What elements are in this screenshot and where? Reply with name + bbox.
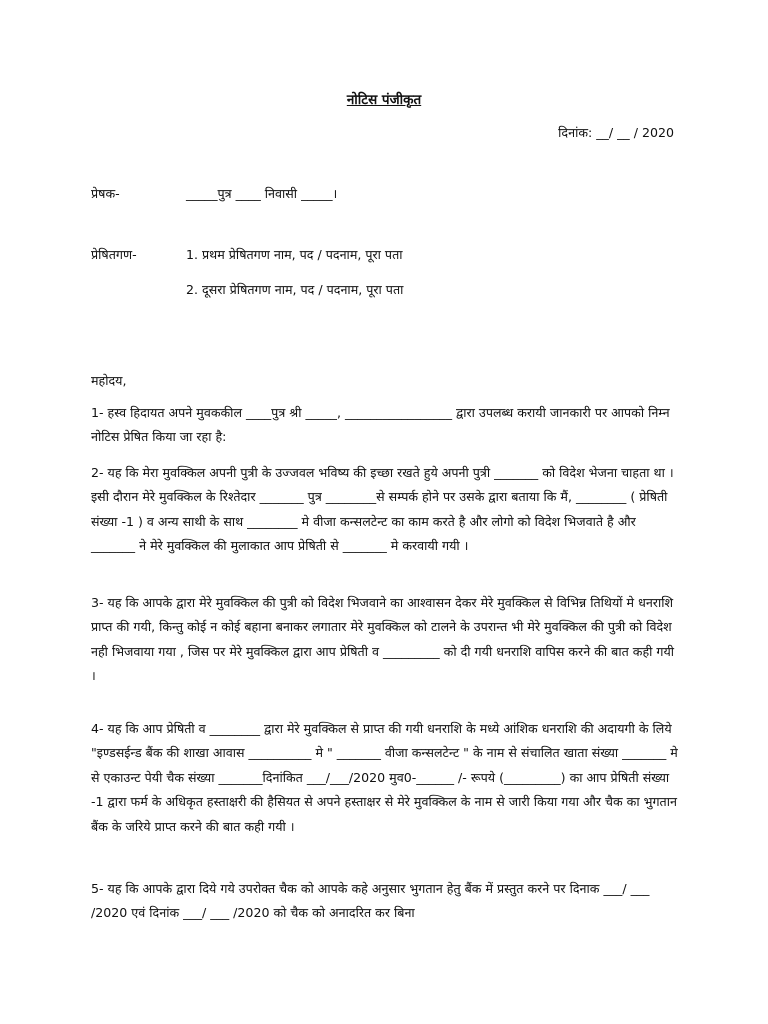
sender-label: प्रेषक- <box>91 186 120 201</box>
paragraph-4: 4- यह कि आप प्रेषिती व ________ द्वारा मेरे मुवक्किल से प्राप्त की गयी धनराशि के मध्ये आंशिक धनराशि की अदायगी के लिये "इण्डसईन्ड बैंक की शाखा आवास __________ मे " _______ वीजा कन्सलटेन्ट " के नाम से संचालित खाता संख्या _______ मे से एकाउन्ट पेयी चैक संख्या _______दिनांकित ___/___/2020 मुव0-______ /- रूपये (_________) का आप प्रेषिती संख्या -1 द्वारा फर्म के अधिकृत हस्ताक्षरी की हैसियत से अपने हस्ताक्षर से मेरे मुवक्किल के नाम से जारी किया गया और चैक का भुगतान बैंक के जरिये प्राप्त करने की बात कही गयी । <box>91 721 678 834</box>
recipients-row <box>91 246 403 263</box>
paragraph-5: 5- यह कि आपके द्वारा दिये गये उपरोक्त चैक को आपके कहे अनुसार भुगतान हेतु बैंक में प्रस्तुत करने पर दिनाक ___/ ___ /2020 एवं दिनांक ___/ ___ /2020 को चैक को अनादरित कर बिना <box>91 881 650 921</box>
salutation: महोदय, <box>91 373 127 388</box>
notice-title: नोटिस पंजीकृत <box>346 92 422 108</box>
sender-row <box>91 185 337 202</box>
date-line: दिनांक: __/ __ / 2020 <box>558 125 674 140</box>
sender-text: _____पुत्र ____ निवासी _____। <box>186 186 338 201</box>
paragraph-1: 1- हस्व हिदायत अपने मुवककील ____पुत्र श्री _____, _________________ द्वारा उपलब्ध करायी जानकारी पर आपको निम्न नोटिस प्रेषित किया जा रहा है: <box>91 405 670 445</box>
recipients-label: प्रेषितगण- <box>91 247 137 262</box>
recipient-item-2: 2. दूसरा प्रेषितगण नाम, पद / पदनाम, पूरा पता <box>186 282 404 297</box>
recipient-item-1: 1. प्रथम प्रेषितगण नाम, पद / पदनाम, पूरा पता <box>186 247 403 262</box>
paragraph-2: 2- यह कि मेरा मुवक्किल अपनी पुत्री के उज्जवल भविष्य की इच्छा रखते हुये अपनी पुत्री _______ को विदेश भेजना चाहता था । इसी दौरान मेरे मुवक्किल के रिश्तेदार _______ पुत्र ________से सम्पर्क होने पर उसके द्वारा बताया कि मैं, ________ ( प्रेषिती संख्या -1 ) व अन्य साथी के साथ ________ मे वीजा कन्सलटेन्ट का काम करते है और लोगो को विदेश भिजवाते है और _______ ने मेरे मुवक्किल की मुलाकात आप प्रेषिती से _______ मे करवायी गयी । <box>91 465 674 554</box>
paragraph-3: 3- यह कि आपके द्वारा मेरे मुवक्किल की पुत्री को विदेश भिजवाने का आश्वासन देकर मेरे मुवक्किल से विभिन्न तिथियों मे धनराशि प्राप्त की गयी, किन्तु कोई न कोई बहाना बनाकर लगातार मेरे मुवक्किल को टालने के उपरान्त भी मेरे मुवक्किल की पुत्री को विदेश नही भिजवाया गया , जिस पर मेरे मुवक्किल द्वारा आप प्रेषिती व _________ को दी गयी धनराशि वापिस करने की बात कही गयी । <box>91 595 675 684</box>
